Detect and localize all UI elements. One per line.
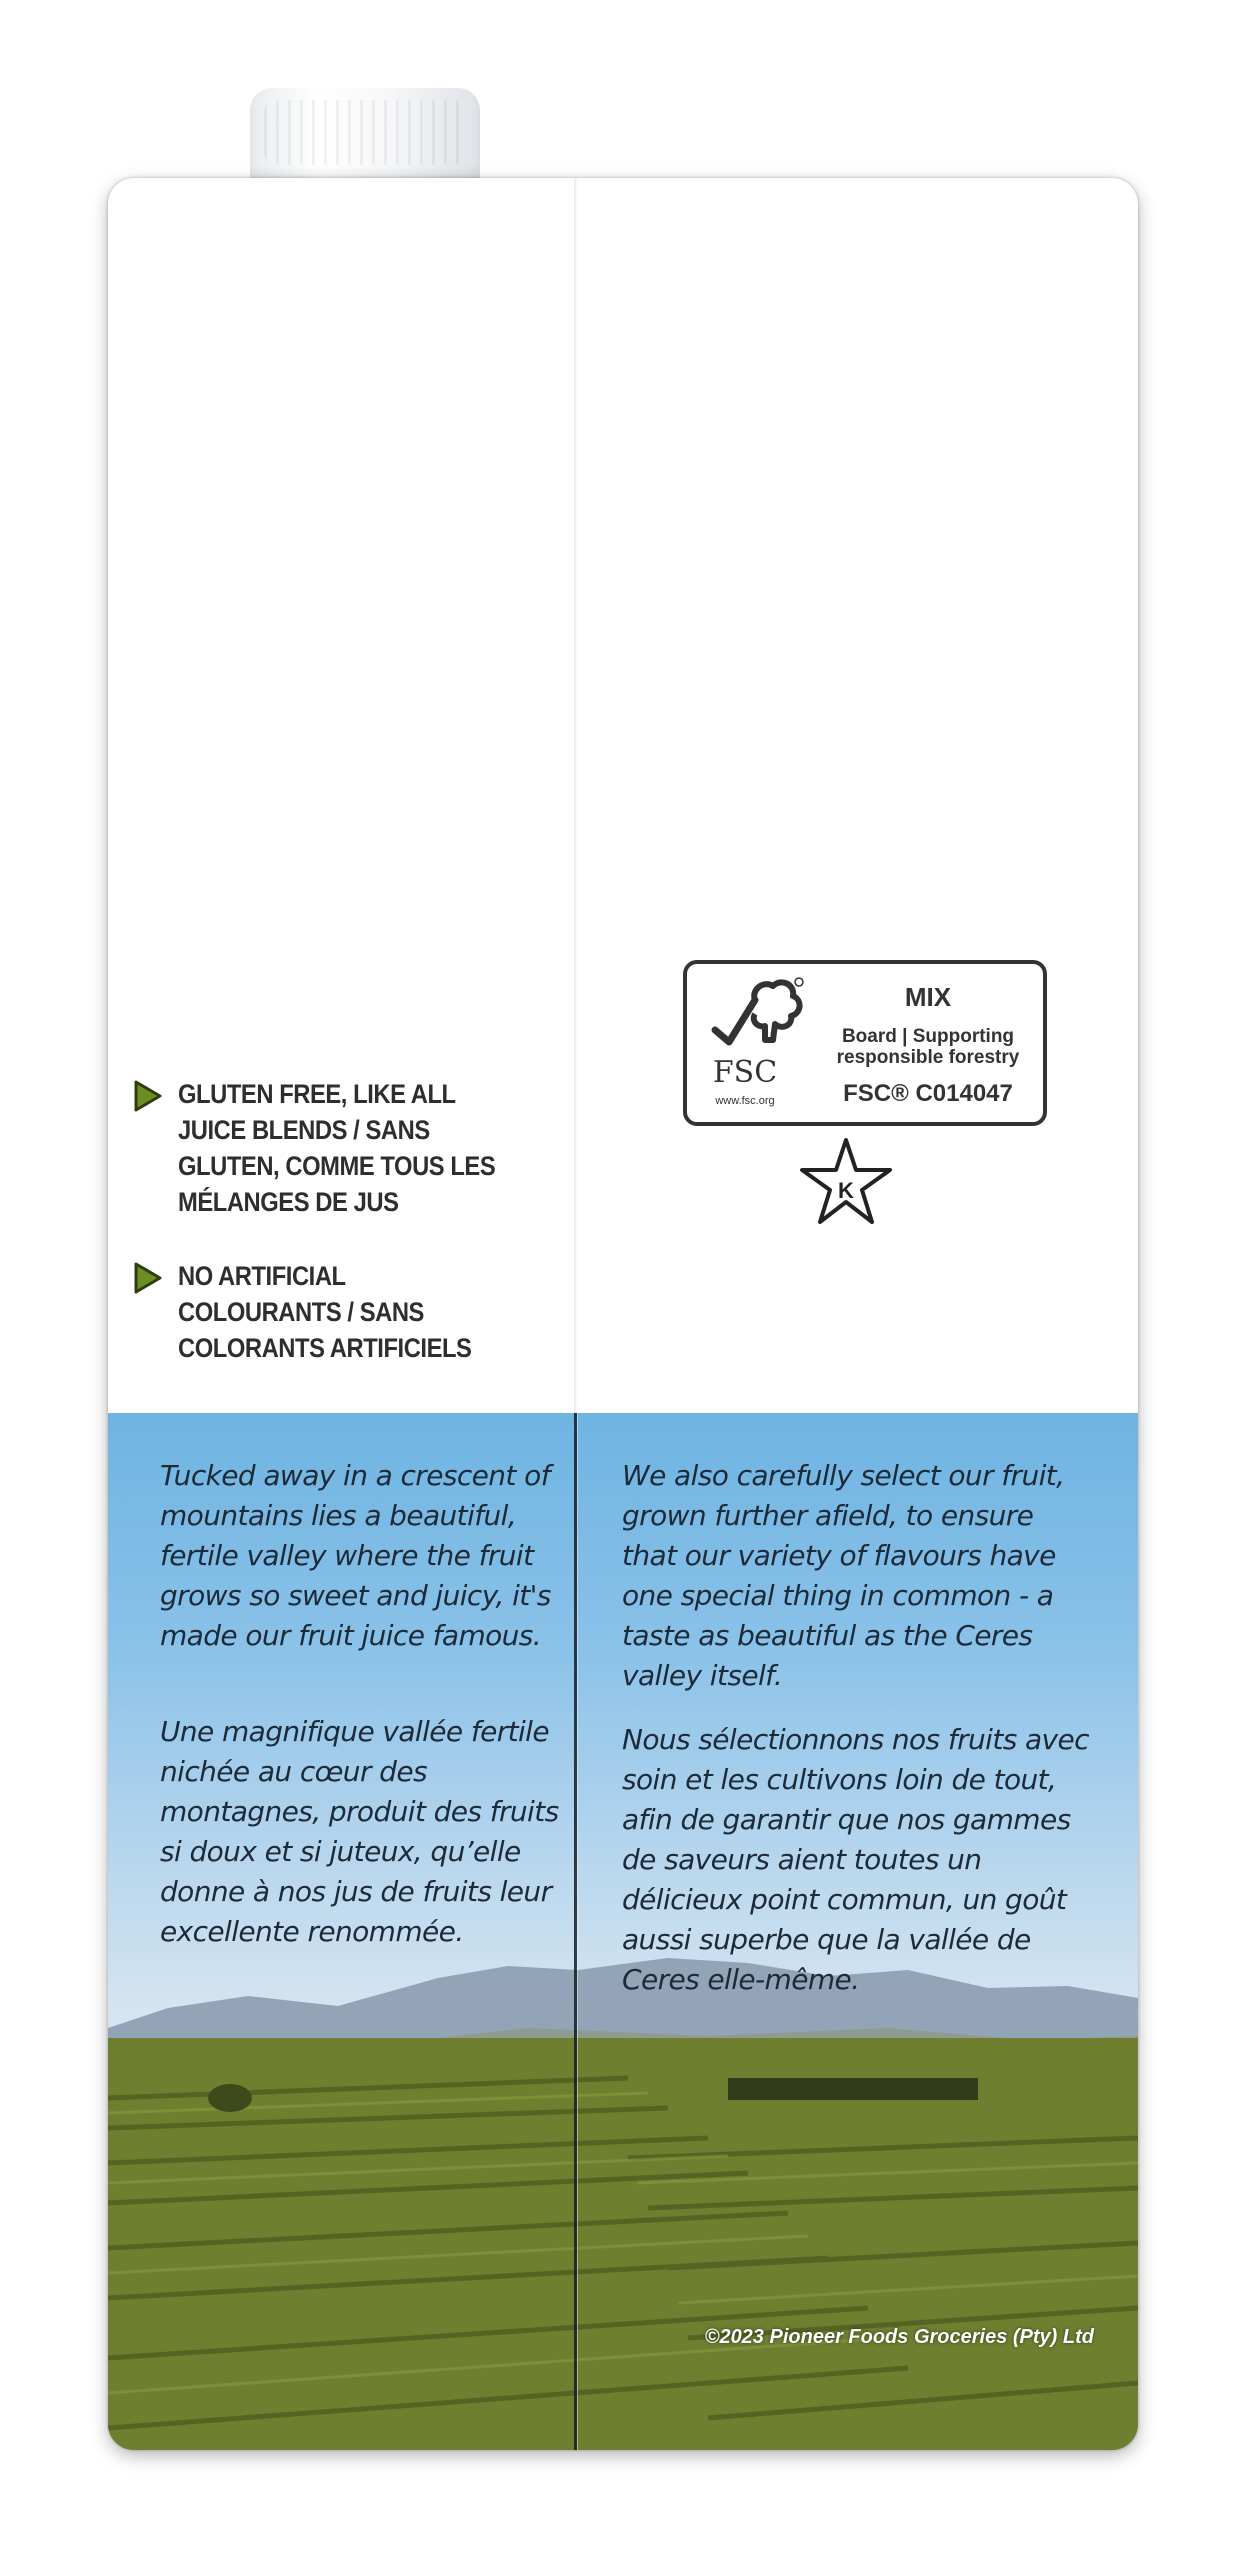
story-right-fr: Nous sélectionnons nos fruits avec soin et les cultivons loin de tout, afin de garantir que nos gammes de saveurs aient toutes un délicieux point commun, un goût aussi superbe que la vallée de Ceres elle-même. [622,1723,1089,1996]
story-left-en: Tucked away in a crescent of mountains lies a beautiful, fertile valley where the fruit grows so sweet and juicy, it's made our fruit juice famous. [160,1459,551,1652]
bullet-arrow-icon [134,1262,162,1294]
story-left [160,1456,570,2008]
story-left-fr: Une magnifique vallée fertile nichée au cœur des montagnes, produit des fruits si doux et si juteux, qu’elle donne à nos jus de fruits leur excellente renommée. [160,1715,559,1948]
claim-gluten-free: GLUTEN FREE, LIKE ALL JUICE BLENDS / SANS GLUTEN, COMME TOUS LES MÉLANGES DE JUS [178,1079,496,1217]
copyright-text: ©2023 Pioneer Foods Groceries (Pty) Ltd [704,2326,1094,2348]
fsc-tree-icon [695,970,815,1114]
kosher-letter: K [838,1178,854,1203]
kosher-star-icon [798,1136,894,1226]
bullet-arrow-icon [134,1080,162,1112]
cap-ribs [264,100,466,165]
fsc-certification-label [683,960,1047,1126]
fsc-url: www.fsc.org [715,1095,775,1107]
fsc-board-text: Board | Supporting responsible forestry [836,1026,1020,1068]
juice-carton [108,178,1138,2450]
story-right [622,1456,1092,2024]
fsc-mix-label: MIX [904,982,952,1012]
carton-fold-lower [574,1413,577,2450]
fsc-license-code: FSC® C014047 [843,1080,1013,1107]
fsc-logo-text: FSC [712,1055,778,1090]
claim-no-colourants: NO ARTIFICIAL COLOURANTS / SANS COLORANTS ARTIFICIELS [178,1261,472,1363]
vineyard-field [108,2038,1138,2450]
story-right-en: We also carefully select our fruit, grown further afield, to ensure that our variety of flavours have one special thing in common - a taste as beautiful as the Ceres valley itself. [622,1459,1065,1692]
bottle-cap [250,88,480,183]
